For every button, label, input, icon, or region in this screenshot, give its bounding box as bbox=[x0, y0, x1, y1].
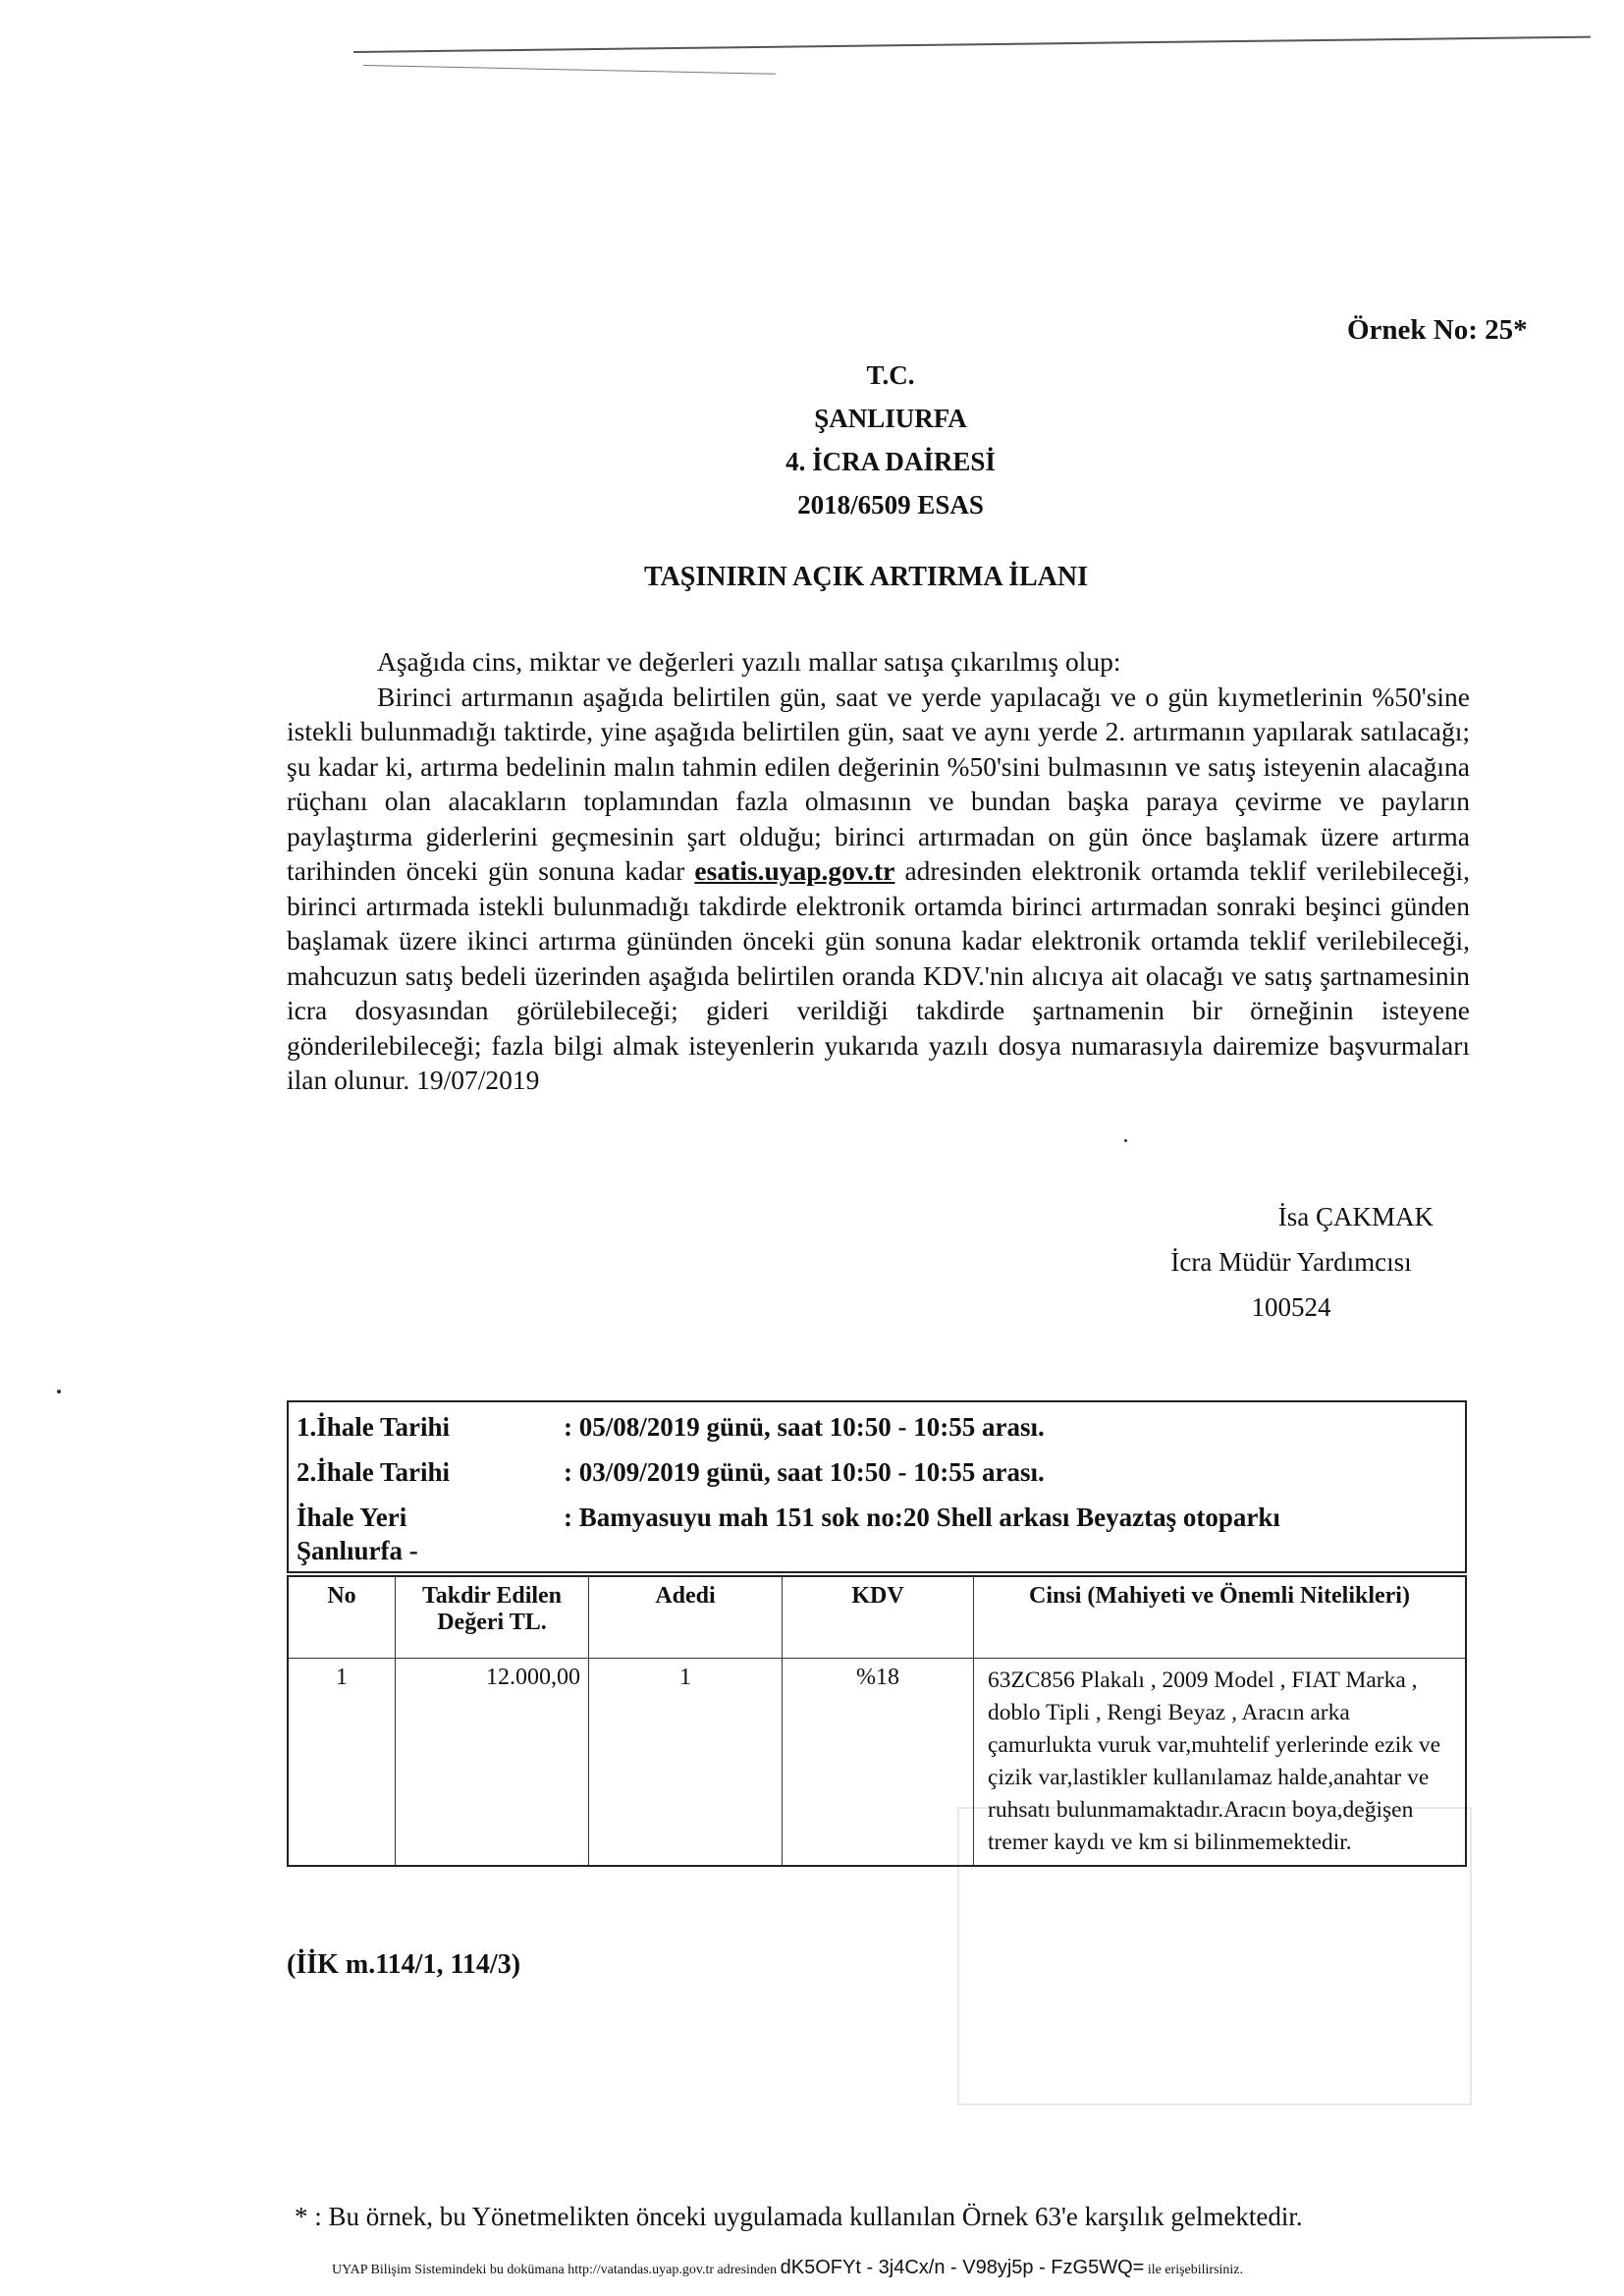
scan-edge-line bbox=[363, 65, 776, 75]
footer-text: UYAP Bilişim Sistemindeki bu dokümana http://vatandas.uyap.gov.tr adresinden bbox=[332, 2263, 778, 2277]
footnote: * : Bu örnek, bu Yönetmelikten önceki uygulamada kullanılan Örnek 63'e karşılık gelmektedir. bbox=[295, 2202, 1303, 2231]
table-row bbox=[288, 1659, 1466, 1867]
cell-kdv: %18 bbox=[783, 1659, 974, 1867]
header-office: 4. İCRA DAİRESİ bbox=[785, 447, 996, 476]
verification-code: dK5OFYt - 3j4Cx/n - V98yj5p - FzG5WQ= bbox=[780, 2257, 1145, 2278]
esatis-link[interactable]: esatis.uyap.gov.tr bbox=[694, 855, 895, 886]
cell-value: 12.000,00 bbox=[396, 1659, 589, 1867]
column-header-kdv: KDV bbox=[783, 1576, 974, 1659]
header-country: T.C. bbox=[866, 360, 915, 390]
auction-info-value: : 03/09/2019 günü, saat 10:50 - 10:55 arası. bbox=[564, 1457, 1045, 1487]
column-header-no: No bbox=[288, 1576, 396, 1659]
auction-info-row bbox=[297, 1503, 1280, 1533]
announcement-body bbox=[287, 644, 1470, 1098]
scan-edge-line bbox=[353, 36, 1591, 53]
scan-speck bbox=[1124, 1139, 1127, 1142]
cell-no: 1 bbox=[288, 1659, 396, 1867]
uyap-footer bbox=[332, 2257, 1243, 2279]
column-header-count: Adedi bbox=[589, 1576, 783, 1659]
column-header-value: Takdir Edilen Değeri TL. bbox=[396, 1576, 589, 1659]
scan-speck bbox=[57, 1390, 61, 1394]
cell-count: 1 bbox=[589, 1659, 783, 1867]
auction-info-value: : 05/08/2019 günü, saat 10:50 - 10:55 arası. bbox=[564, 1412, 1045, 1442]
auction-info-row bbox=[297, 1412, 1045, 1443]
cell-description: 63ZC856 Plakalı , 2009 Model , FIAT Marka , doblo Tipli , Rengi Beyaz , Aracın arka çamurlukta vuruk var,muhtelif yerlerinde ezik ve çizik var,lastikler kullanılamaz halde,anahtar ve ruhsatı bulunmamaktadır.Aracın boya,değişen tremer kaydı ve km si bilinmemektedir. bbox=[974, 1659, 1467, 1867]
document-title: TAŞINIRIN AÇIK ARTIRMA İLANI bbox=[643, 562, 1089, 592]
auction-info-label: Şanlıurfa - bbox=[297, 1536, 418, 1565]
form-number: Örnek No: 25* bbox=[1347, 314, 1528, 346]
header-city: ŞANLIURFA bbox=[814, 404, 967, 433]
auction-info-row bbox=[297, 1536, 564, 1566]
signature-block bbox=[1129, 1194, 1453, 1330]
auction-info-box bbox=[287, 1400, 1467, 1573]
header-case-number: 2018/6509 ESAS bbox=[797, 490, 984, 519]
signer-id: 100524 bbox=[1251, 1292, 1331, 1322]
law-reference: (İİK m.114/1, 114/3) bbox=[287, 1949, 521, 1980]
main-paragraph-part1: Birinci artırmanın aşağıda belirtilen gün, saat ve yerde yapılacağı ve o gün kıymetlerinin %50'sine istekli bulunmadığı taktirde, yine aşağıda belirtilen gün, saat ve aynı yerde 2. artırmanın yapılarak satılacağı; şu kadar ki, artırma bedelinin malın tahmin edilen değerinin %50'sini bulmasının ve satış isteyenin alacağına rüçhanı olan alacakların toplamından fazla olmasının ve bundan başka paraya çevirme ve payların paylaştırma giderlerini geçmesinin şart olduğu; birinci artırmadan on gün önce başlamak üzere artırma tarihinden önceki gün sonuna kadar bbox=[287, 681, 1470, 886]
table-header-row bbox=[288, 1576, 1466, 1659]
column-header-description: Cinsi (Mahiyeti ve Önemli Nitelikleri) bbox=[974, 1576, 1467, 1659]
items-table bbox=[287, 1575, 1467, 1867]
signer-name: İsa ÇAKMAK bbox=[1277, 1202, 1434, 1231]
document-header bbox=[0, 354, 1624, 526]
footer-suffix: ile erişebilirsiniz. bbox=[1147, 2263, 1244, 2277]
main-paragraph-part2: adresinden elektronik ortamda teklif verilebileceği, birinci artırmada istekli bulunmadığı takdirde elektronik ortamda birinci artırmadan sonraki beşinci günden başlamak üzere ikinci artırma gününden önceki gün sonuna kadar elektronik ortamda teklif verilebileceği, mahcuzun satış bedeli üzerinden aşağıda belirtilen oranda KDV.'nin alıcıya ait olacağı ve satış şartnamesinin icra dosyasından görülebileceği; gideri verildiği takdirde şartnamenin bir örneğinin isteyene gönderilebileceği; fazla bilgi almak isteyenlerin yukarıda yazılı dosya numarasıyla dairemize başvurmaları ilan olunur. 19/07/2019 bbox=[287, 855, 1471, 1095]
signer-role: İcra Müdür Yardımcısı bbox=[1170, 1247, 1412, 1277]
auction-info-value: : Bamyasuyu mah 151 sok no:20 Shell arkası Beyaztaş otoparkı bbox=[564, 1503, 1280, 1532]
auction-info-row bbox=[297, 1457, 1045, 1488]
main-paragraph bbox=[287, 680, 1470, 1098]
auction-info-label: İhale Yeri bbox=[297, 1503, 407, 1532]
auction-info-label: 2.İhale Tarihi bbox=[297, 1457, 451, 1487]
auction-info-label: 1.İhale Tarihi bbox=[297, 1412, 451, 1442]
intro-paragraph: Aşağıda cins, miktar ve değerleri yazılı mallar satışa çıkarılmış olup: bbox=[377, 646, 1121, 677]
